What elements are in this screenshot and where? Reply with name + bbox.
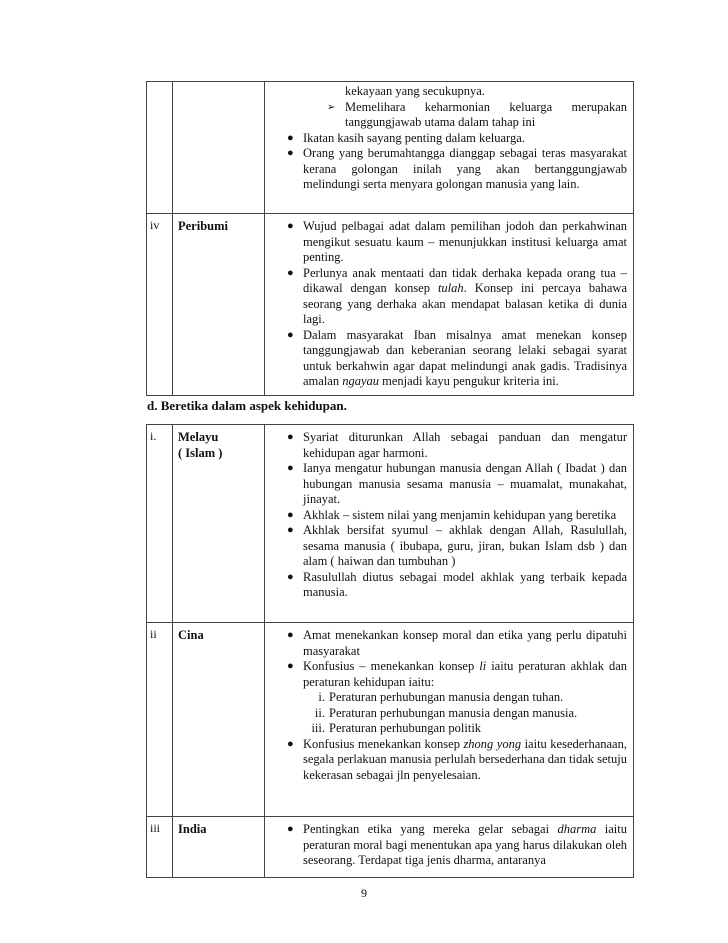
bullet-list <box>265 628 627 783</box>
table-row-peribumi <box>147 214 634 396</box>
sub-bullet-item: ➢ Memelihara keharmonian keluarga merupakan tanggungjawab utama dalam tahap ini <box>327 99 627 129</box>
ethics-table-top <box>146 81 634 396</box>
roman-list <box>303 690 627 737</box>
row-number: iv <box>147 214 173 396</box>
list-item: ● Pentingkan etika yang mereka gelar sebagai dharma iaitu peraturan moral bagi menentukan apa yang harus dilakukan oleh seseorang. Terdapat tiga jenis dharma, antaranya <box>287 822 628 867</box>
body-cell <box>265 425 634 623</box>
list-item: ● Dalam masyarakat Iban misalnya amat menekan konsep tanggungjawab dan keberanian seorang lelaki sebagai syarat untuk berkahwin agar dapat melindungi anak gadis. Tradisinya amalan ngayau menjadi kayu pengukur kriteria ini. <box>287 327 627 388</box>
label-cell <box>173 82 265 214</box>
sub-bullet-list <box>265 100 627 131</box>
body-cell <box>265 817 634 878</box>
arrow-right-icon: ➢ <box>327 101 336 113</box>
list-item: ● Perlunya anak mentaati dan tidak derhaka kepada orang tua – dikawal dengan konsep tulah. Konsep ini percaya bahawa seorang yang derhaka akan mendapat balasan ketika di dunia lagi. <box>287 265 627 326</box>
list-item: ● Ikatan kasih sayang penting dalam keluarga. <box>287 130 525 145</box>
row-number: i. <box>147 425 173 623</box>
ethics-table-bottom <box>146 424 634 878</box>
bullet-dot-icon: ● <box>287 266 294 279</box>
bullet-dot-icon: ● <box>287 570 294 583</box>
roman-item: i. Peraturan perhubungan manusia dengan tuhan. <box>318 690 564 704</box>
row-label: Cina <box>173 623 265 817</box>
section-heading: d. Beretika dalam aspek kehidupan. <box>147 398 347 413</box>
bullet-dot-icon: ● <box>287 524 294 536</box>
table-row-continued <box>147 82 634 214</box>
body-cell <box>265 214 634 396</box>
bullet-list <box>265 219 627 390</box>
continued-text: kekayaan yang secukupnya. <box>345 84 485 98</box>
bullet-dot-icon: ● <box>287 328 294 341</box>
bullet-dot-icon: ● <box>287 147 294 159</box>
bullet-dot-icon: ● <box>287 508 294 521</box>
table-row-cina <box>147 623 634 817</box>
bullet-dot-icon: ● <box>287 629 294 641</box>
table-row-melayu <box>147 425 634 623</box>
row-label: Melayu ( Islam ) <box>173 425 265 623</box>
row-number: ii <box>147 623 173 817</box>
bullet-list <box>265 430 627 601</box>
row-label: Peribumi <box>173 214 265 396</box>
body-cell <box>265 623 634 817</box>
list-item: ● Amat menekankan konsep moral dan etika yang perlu dipatuhi masyarakat <box>287 628 627 658</box>
page-number: 9 <box>361 886 367 900</box>
row-number: iii <box>147 817 173 878</box>
body-cell <box>265 82 634 214</box>
roman-item: ii. Peraturan perhubungan manusia dengan manusia. <box>314 705 578 720</box>
row-label: India <box>173 817 265 878</box>
bullet-dot-icon: ● <box>287 660 294 672</box>
num-cell <box>147 82 173 214</box>
bullet-dot-icon: ● <box>287 431 294 443</box>
bullet-dot-icon: ● <box>287 220 294 232</box>
bullet-dot-icon: ● <box>287 737 294 750</box>
table-row-india <box>147 817 634 878</box>
bullet-dot-icon: ● <box>287 823 294 835</box>
list-item: ● Konfusius – menekankan konsep li iaitu peraturan akhlak dan peraturan kehidupan iaitu: i. Peraturan perhubungan manusia dengan tuhan. ii. Peraturan perhubungan manusia dengan manusia. iii. Peraturan perhubungan politik <box>287 659 627 735</box>
list-item: ● Rasulullah diutus sebagai model akhlak yang terbaik kepada manusia. <box>287 569 627 599</box>
roman-item: iii. Peraturan perhubungan politik <box>311 721 482 735</box>
bullet-list <box>265 131 627 193</box>
list-item: ● Akhlak – sistem nilai yang menjamin kehidupan yang beretika <box>287 507 617 522</box>
bullet-dot-icon: ● <box>287 462 294 474</box>
list-item: ● Ianya mengatur hubungan manusia dengan Allah ( Ibadat ) dan hubungan manusia sesama manusia – muamalat, munakahat, jinayat. <box>287 461 627 506</box>
list-item: ● Akhlak bersifat syumul – akhlak dengan Allah, Rasulullah, sesama manusia ( ibubapa, guru, jiran, bukan Islam dsb ) dan alam ( haiwan dan tumbuhan ) <box>287 523 627 568</box>
list-item: ● Wujud pelbagai adat dalam pemilihan jodoh dan perkahwinan mengikut sesuatu kaum – menunjukkan institusi keluarga amat penting. <box>287 219 627 264</box>
list-item: ● Orang yang berumahtangga dianggap sebagai teras masyarakat kerana golongan inilah yang akan bertanggungjawab melindungi serta menyara golongan manusia yang lain. <box>287 146 627 191</box>
list-item: ● Konfusius menekankan konsep zhong yong iaitu kesederhanaan, segala perlakuan manusia perlulah bersederhana dan tidak setuju kekerasan sebagai jln penyelesaian. <box>287 736 627 782</box>
bullet-dot-icon: ● <box>287 131 294 144</box>
list-item: ● Syariat diturunkan Allah sebagai panduan dan mengatur kehidupan agar harmoni. <box>287 430 627 460</box>
bullet-list <box>265 822 627 869</box>
